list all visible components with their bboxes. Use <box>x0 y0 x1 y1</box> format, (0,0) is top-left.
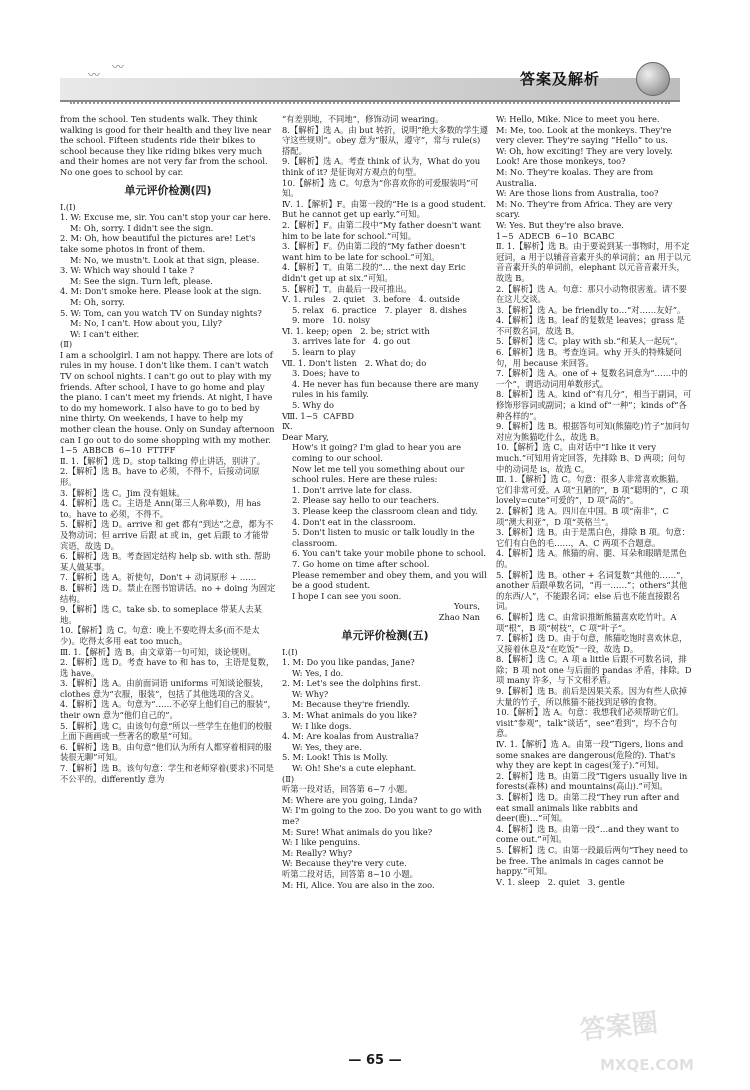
text-line: 9.【解析】选 B。根据答句可知(熊猫吃)竹子”加问句对应为熊猫吃什么，故选 B。 <box>496 421 690 442</box>
text-line: 1~5 ABBCB 6~10 FTTFF <box>60 445 176 456</box>
text-line: 9.【解析】选 C。take sb. to someplace 带某人去某地。 <box>60 604 262 625</box>
text-line: Ⅶ. 1. Don't listen 2. What do; do <box>282 357 427 368</box>
text-line: 4.【解析】选 A。熊猫的肩、腿、耳朵和眼睛是黑色的。 <box>496 548 687 569</box>
text-line: 3.【解析】F。仍由第二段的“My father doesn't want him to be late for school.”可知。 <box>282 241 469 262</box>
page-number: — 65 — <box>348 1053 402 1068</box>
text-line: Dear Mary, <box>282 431 329 442</box>
text-line: 1~5 ADECB 6~10 BCABC <box>496 230 615 241</box>
text-line: 2. Please say hello to our teachers. <box>292 495 440 506</box>
text-line: M: Sure! What animals do you like? <box>282 826 433 837</box>
text-line: W: I like penguins. <box>282 837 361 848</box>
text-line: 3. Does; have to <box>292 368 360 379</box>
text-line: 5.【解析】选 C。由该句句意“所以一些学生在他们的校服上面下画画或一些著名的歌星”可知。 <box>60 720 272 742</box>
text-line: 2.【解析】选 B。have to 必须，不得不，后接动词原形。 <box>60 466 260 487</box>
text-line: 9. more 10. noisy <box>292 315 370 326</box>
text-line: 3. M: What animals do you like? <box>282 710 417 721</box>
text-line: How's it going? I'm glad to hear you are coming to our school. <box>292 442 464 463</box>
text-line: 5. M: Look! This is Molly. <box>282 752 388 763</box>
text-line: “有差别地，不同地”，修饰动词 wearing。 <box>282 114 444 124</box>
text-line: 5. relax 6. practice 7. player 8. dishes <box>292 304 467 315</box>
text-line: 4.【解析】选 C。主语是 Ann(第三人称单数)，用 has to。have to 必须，不得不。 <box>60 498 264 519</box>
text-line: 2.【解析】F。由第二段中“My father doesn't want him to be late for school.”可知。 <box>282 219 484 241</box>
text-line: M: Because they're friendly. <box>292 699 410 710</box>
text-line: I hope I can see you soon. <box>292 590 402 601</box>
text-line: M: No, I can't. How about you, Lily? <box>70 318 222 329</box>
watermark-logo: 答案圈 <box>578 1008 660 1046</box>
section-heading: 单元评价检测(五) <box>341 628 429 642</box>
text-line: Ⅲ. 1.【解析】选 C。句意：很多人非常喜欢熊猫。它们非常可爱。A 项“丑陋的”，B 项“聪明的”，C 项 lovely=cute“可爱的”，D 项“高的”。 <box>496 474 692 506</box>
text-line: 7.【解析】选 A。祈使句，Don't + 动词原形 + …… <box>60 572 257 583</box>
text-line: 5. learn to play <box>292 347 356 358</box>
text-line: M: Oh, sorry. I didn't see the sign. <box>70 222 214 233</box>
text-line: 4. He never has fun because there are many rules in his family. <box>292 378 482 400</box>
text-line: 4.【解析】选 B。由第一段“…and they want to come out.”可知。 <box>496 823 682 845</box>
text-line: 6.【解析】选 B。考查连词。why 开头的特殊疑问句，用 because 来回答。 <box>496 347 682 368</box>
text-line: Ⅳ. 1.【解析】选 A。由第一段“Tigers, lions and some snakes are dangerous(危险的). That's why they are kept in cages(笼子).”可知。 <box>496 739 687 771</box>
text-line: 3. W: Which way should I take ? <box>60 265 195 276</box>
text-line: M: No, we mustn't. Look at that sign, please. <box>70 254 260 265</box>
text-line: from the school. Ten students walk. They think walking is good for their health and they live near the school. Fifteen students ride their bikes to school because they like riding bikes very much and their homes are not very far from the school. No one goes to school by car. <box>60 114 274 177</box>
text-line: 10.【解析】选 C。由对话中“I like it very much.”可知用肯定回答，先排除 B、D 两项；问句中的动词是 is，故选 C。 <box>496 442 686 474</box>
text-line: W: Why? <box>292 688 329 699</box>
text-line: I am a schoolgirl. I am not happy. There are lots of rules in my house. I don't like them. I can't watch TV on school nights. I can't go out to play with my friends. After school, I have to go home and play the piano. I can't meet my friends. At night, I have to do my homework. I also have to go to bed by nine thirty. On weekends, I have to help my mother clean the house. Only on Sunday afternoon can I go out to do some shopping with my mother. <box>60 349 278 445</box>
text-line: Ⅲ. 1.【解析】选 B。由文章第一句可知，谈论规则。 <box>60 646 256 657</box>
text-line: Ⅰ.(Ⅰ) <box>60 201 76 212</box>
text-line: 3.【解析】选 C。Jim 没有姐妹。 <box>60 487 185 498</box>
text-line: 7.【解析】选 A。one of + 复数名词意为“……中的一个”，谓语动词用单数形式。 <box>496 368 688 389</box>
text-line: 3.【解析】选 A。be friendly to…“对……友好”。 <box>496 304 686 315</box>
text-line: 4. M: Are koalas from Australia? <box>282 731 419 742</box>
column-right <box>496 114 695 887</box>
text-line: 4.【解析】选 A。句意为“……不必穿上他们自己的服装”，their own 意为“他们自己的”。 <box>60 699 276 721</box>
text-line: M: Hi, Alice. You are also in the zoo. <box>282 879 435 890</box>
text-line: 1. M: Do you like pandas, Jane? <box>282 657 415 668</box>
text-line: 6.【解析】选 C。由常识推断熊猫喜欢吃竹叶。A 项“根”，B 项“树枝”，C 项“叶子”。 <box>496 611 680 633</box>
text-line: M: Really? Why? <box>282 847 353 858</box>
text-line: Please remember and obey them, and you will be a good student. <box>292 569 490 591</box>
text-line: Ⅷ. 1~5 CAFBD <box>282 410 354 421</box>
text-line: Ⅸ. <box>282 421 293 432</box>
text-line: 10.【解析】选 A。句意：我想我们必须帮助它们。visit“参观”，talk“谈话”，see“看到”，均不合句意。 <box>496 707 684 739</box>
text-line: 4.【解析】选 B。leaf 的复数是 leaves；grass 是不可数名词，故选 B。 <box>496 315 685 336</box>
text-line: 5.【解析】选 C。由第一段最后两句“They need to be free. The animals in cages cannot be happy.”可知。 <box>496 844 691 877</box>
text-line: W: Yes, I do. <box>292 667 344 678</box>
text-line: W: Yes. But they're also brave. <box>496 219 624 230</box>
text-line: 9.【解析】选 B。前后是因果关系。因为有些人砍掉大量的竹子，所以熊猫不能找到足够的食物。 <box>496 686 687 707</box>
text-line: W: Yes, they are. <box>292 741 362 752</box>
text-line: Ⅳ. 1.【解析】F。由第一段的“He is a good student. But he cannot get up early.”可知。 <box>282 198 489 220</box>
text-line: 9.【解析】选 A。考查 think of 认为，What do you think of it? 是征询对方观点的句型。 <box>282 156 483 177</box>
header-rule <box>70 98 670 104</box>
text-line: 2.【解析】选 A。四川在中国。B 项“南非”，C 项“澳大利亚”，D 项“英格兰”。 <box>496 505 672 527</box>
text-line: Ⅰ.(Ⅰ) <box>282 646 298 657</box>
text-line: Ⅱ. 1.【解析】选 D。stop talking 停止讲话，别讲了。 <box>60 455 266 466</box>
text-line: 5. Don't listen to music or talk loudly in the classroom. <box>292 527 478 548</box>
column-left <box>60 114 276 784</box>
page-header <box>0 0 750 112</box>
text-line: 2. M: Oh, how beautiful the pictures are! Let's take some photos in front of them. <box>60 233 259 254</box>
text-line: 5. W: Tom, can you watch TV on Sunday nights? <box>60 307 262 318</box>
text-line: 3.【解析】选 B。由于是黑白色，排除 B 项。句意：它们有白色的毛……，A、C 两项不合题意。 <box>496 527 690 548</box>
text-line: 10.【解析】选 C。句意：晚上不要吃得太多(而不是太少)。吃得太多用 eat too much。 <box>60 625 260 646</box>
bird-icon: 〰 <box>88 68 101 82</box>
watermark-url: MXQE.COM <box>600 1056 694 1074</box>
text-line: 3.【解析】选 A。由前面词语 uniforms 可知谈论服装，clothes 意为“衣服，服装”，包括了其他选项的含义。 <box>60 678 269 699</box>
section-heading: 单元评价检测(四) <box>124 183 212 197</box>
text-line: 3. Please keep the classroom clean and tidy. <box>292 505 478 516</box>
column-middle <box>282 114 488 890</box>
text-line: M: Oh, sorry. <box>70 296 125 307</box>
text-line: Yours, <box>454 601 480 612</box>
text-line: Ⅱ. 1.【解析】选 B。由于要说到某一事物时，用不定冠词，a 用于以辅音音素开头的单词前；an 用于以元音音素开头的单词前，elephant 以元音音素开头，故选 B。 <box>496 241 691 283</box>
text-line: M: Where are you going, Linda? <box>282 794 418 805</box>
text-line: 8.【解析】选 A。kind of“有几分”，相当于副词，可修饰形容词或副词；a kind of“一种”；kinds of“各种各样的”。 <box>496 389 692 421</box>
bird-icon: 〰 <box>112 60 125 74</box>
text-line: (Ⅱ) <box>282 773 295 784</box>
text-line: 5.【解析】选 D。arrive 和 get 都有“到达”之意，都为不及物动词；但 arrive 后跟 at 或 in，get 后跟 to 才能带宾语，故选 D。 <box>60 519 274 551</box>
text-line: W: Hello, Mike. Nice to meet you here. <box>496 114 660 124</box>
text-line: 3. arrives late for 4. go out <box>292 336 411 347</box>
text-line: 10.【解析】选 C。句意为“你喜欢你的可爱服装吗”可知。 <box>282 177 479 199</box>
text-line: 听第二段对话，回答第 8~10 小题。 <box>282 868 418 879</box>
text-line: W: Oh, how exciting! They are very lovely. Look! Are those monkeys, too? <box>496 145 676 167</box>
text-line: 8.【解析】选 D。禁止在图书馆讲话。no + doing 为固定结构。 <box>60 582 276 604</box>
text-line: W: I'm going to the zoo. Do you want to go with me? <box>282 805 485 826</box>
text-line: Zhao Nan <box>438 611 480 622</box>
text-line: 5.【解析】选 C。play with sb.“和某人一起玩”。 <box>496 336 683 347</box>
text-line: (Ⅱ) <box>60 339 73 350</box>
text-line: 4.【解析】T。由第二段的“… the next day Eric didn't get up at six.”可知。 <box>282 262 469 283</box>
text-line: 6. You can't take your mobile phone to school. <box>292 548 487 559</box>
text-line: M: No. They're koalas. They are from Australia. <box>496 166 656 188</box>
text-line: 7.【解析】选 D。由于句意，熊猫吃饱时喜欢休息，又接着休息及“在吃饭”一段，故选 D。 <box>496 633 688 654</box>
text-line: 听第一段对话，回答第 6~7 小题。 <box>282 784 413 795</box>
globe-icon <box>636 62 670 96</box>
text-line: 1. W: Excuse me, sir. You can't stop your car here. <box>60 212 271 223</box>
text-line: Now let me tell you something about our school rules. Here are these rules: <box>292 463 467 485</box>
text-line: 3.【解析】选 D。由第二段“They run after and eat small animals like rabbits and deer(鹿)…”可知。 <box>496 792 682 824</box>
text-line: 5. Why do <box>292 400 335 411</box>
text-line: W: I like dogs. <box>292 720 352 731</box>
text-line: 2.【解析】选 D。考查 have to 和 has to，主语是复数，选 have。 <box>60 657 275 678</box>
text-line: M: No. They're from Africa. They are very scary. <box>496 198 675 220</box>
text-line: 4. Don't eat in the classroom. <box>292 516 416 527</box>
text-line: W: Are those lions from Australia, too? <box>496 188 659 199</box>
text-line: 4. M: Don't smoke here. Please look at the sign. <box>60 286 262 297</box>
text-line: 7.【解析】选 B。该句句意：学生和老师穿着(要求)不同是不公平的。differently 意为 <box>60 763 274 784</box>
text-line: M: See the sign. Turn left, please. <box>70 275 213 286</box>
text-line: 5.【解析】T。由最后一段可推出。 <box>282 283 412 294</box>
text-line: 6.【解析】选 B。考查固定结构 help sb. with sth. 帮助某人做某事。 <box>60 551 271 572</box>
text-line: W: I can't either. <box>70 328 140 339</box>
text-line: W: Oh! She's a cute elephant. <box>292 763 417 774</box>
text-line: 8.【解析】选 A。由 but 转折，说明“绝大多数的学生遵守这些规则”。obey 意为“服从，遵守”，常与 rule(s)搭配。 <box>282 124 488 156</box>
header-title: 答案及解析 <box>520 70 601 88</box>
text-line: 6.【解析】选 B。由句意“他们认为所有人都穿着相同的服装很无聊”可知。 <box>60 741 272 763</box>
text-line: M: Me, too. Look at the monkeys. They're very clever. They're saying “Hello” to us. <box>496 124 675 146</box>
text-line: 7. Go home on time after school. <box>292 558 430 569</box>
text-line: 2. M: Let's see the dolphins first. <box>282 678 421 689</box>
text-line: 8.【解析】选 C。A 项 a little 后跟不可数名词，排除；B 项 not one 与后面的 pandas 矛盾，排除。D 项 many 许多，与下文相矛盾。 <box>496 654 695 686</box>
text-line: 5.【解析】选 B。other + 名词复数“其他的……”，another 后跟单数名词，“再一……”；others“其他的东西/人”，不能跟名词；else 后也不能直接跟名词。 <box>496 569 689 612</box>
text-line: Ⅴ. 1. sleep 2. quiet 3. gentle <box>496 876 625 887</box>
text-line: Ⅴ. 1. rules 2. quiet 3. before 4. outside <box>282 294 460 305</box>
text-line: 1. Don't arrive late for class. <box>292 484 413 495</box>
text-line: W: Because they're very cute. <box>282 858 407 869</box>
text-line: Ⅵ. 1. keep; open 2. be; strict with <box>282 325 430 336</box>
text-line: 2.【解析】选 A。句意：那只小动物很害羞。请不要在这儿交谈。 <box>496 283 687 305</box>
text-line: 2.【解析】选 B。由第二段“Tigers usually live in forests(森林) and mountains(高山).”可知。 <box>496 770 690 792</box>
